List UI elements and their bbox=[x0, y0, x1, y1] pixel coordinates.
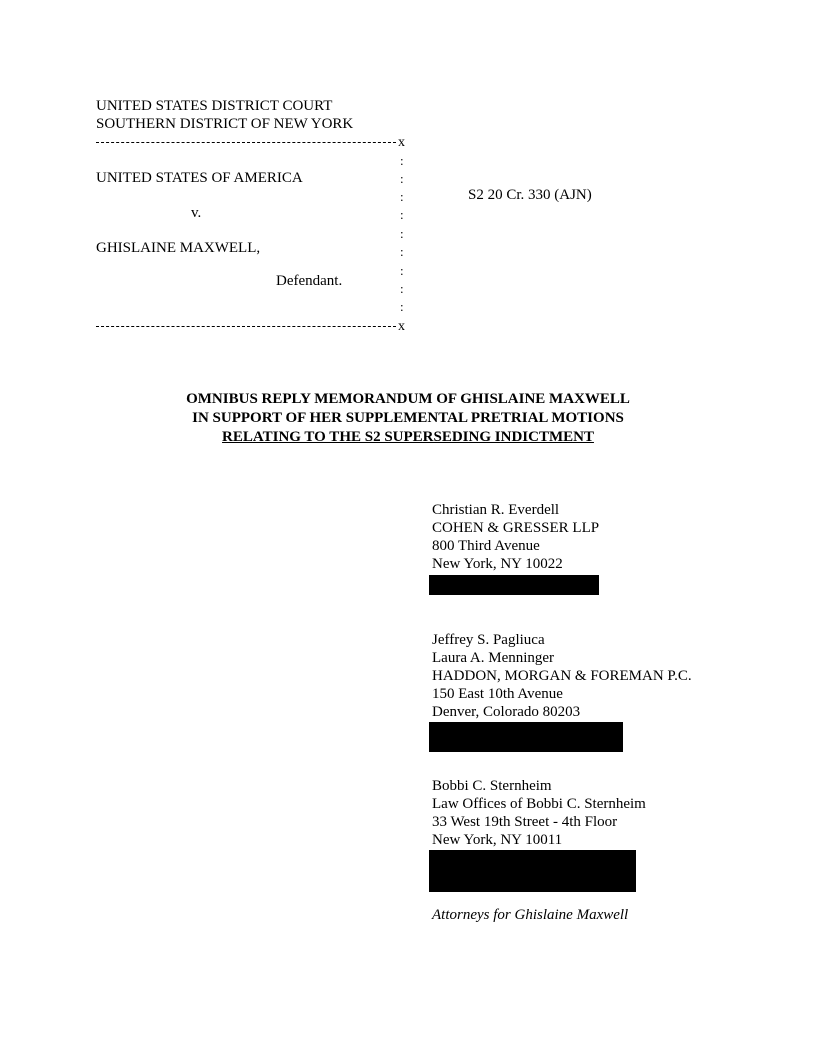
caption-colon: : bbox=[400, 299, 404, 314]
counsel-city-state-zip: New York, NY 10022 bbox=[432, 556, 563, 572]
counsel-attorney-name: Jeffrey S. Pagliuca bbox=[432, 632, 545, 648]
counsel-block-cohen-gresser bbox=[432, 501, 599, 573]
counsel-city-state-zip: New York, NY 10011 bbox=[432, 832, 563, 848]
counsel-street-address: 150 East 10th Avenue bbox=[432, 686, 563, 702]
counsel-firm-name: Law Offices of Bobbi C. Sternheim bbox=[432, 796, 646, 812]
document-title-line-3 bbox=[0, 428, 816, 446]
attorneys-for-line: Attorneys for Ghislaine Maxwell bbox=[432, 907, 629, 923]
counsel-block-haddon-morgan-foreman bbox=[432, 631, 692, 721]
counsel-attorney-name: Christian R. Everdell bbox=[432, 502, 560, 518]
document-title-line-1: OMNIBUS REPLY MEMORANDUM OF GHISLAINE MAXWELL bbox=[186, 391, 630, 407]
counsel-firm-name: HADDON, MORGAN & FOREMAN P.C. bbox=[432, 668, 692, 684]
plaintiff-name: UNITED STATES OF AMERICA bbox=[96, 170, 303, 186]
counsel-block-sternheim bbox=[432, 777, 646, 849]
caption-colon: : bbox=[400, 263, 404, 278]
counsel-firm-name: COHEN & GRESSER LLP bbox=[432, 520, 600, 536]
counsel-attorney-name: Laura A. Menninger bbox=[432, 650, 555, 666]
court-name: UNITED STATES DISTRICT COURT bbox=[96, 98, 333, 114]
redaction-box bbox=[429, 722, 623, 752]
case-number: S2 20 Cr. 330 (AJN) bbox=[468, 187, 592, 203]
redaction-box bbox=[429, 850, 636, 892]
caption-colon: : bbox=[400, 244, 404, 259]
defendant-role-label: Defendant. bbox=[276, 273, 343, 289]
caption-top-rule-end: x bbox=[398, 135, 405, 150]
counsel-street-address: 800 Third Avenue bbox=[432, 538, 540, 554]
counsel-street-address: 33 West 19th Street - 4th Floor bbox=[432, 814, 618, 830]
caption-colon: : bbox=[400, 189, 404, 204]
caption-bottom-rule bbox=[96, 326, 396, 327]
versus-label: v. bbox=[191, 205, 202, 221]
defendant-name: GHISLAINE MAXWELL, bbox=[96, 240, 261, 256]
document-title-line-3-text: RELATING TO THE S2 SUPERSEDING INDICTMENT bbox=[222, 429, 594, 445]
counsel-attorney-name: Bobbi C. Sternheim bbox=[432, 778, 552, 794]
caption-colon: : bbox=[400, 226, 404, 241]
court-district: SOUTHERN DISTRICT OF NEW YORK bbox=[96, 116, 354, 132]
counsel-city-state-zip: Denver, Colorado 80203 bbox=[432, 704, 581, 720]
redaction-box bbox=[429, 575, 599, 595]
document-title-line-2: IN SUPPORT OF HER SUPPLEMENTAL PRETRIAL MOTIONS bbox=[192, 410, 624, 426]
caption-colon: : bbox=[400, 207, 404, 222]
caption-colon: : bbox=[400, 281, 404, 296]
caption-top-rule bbox=[96, 142, 396, 143]
caption-colon: : bbox=[400, 171, 404, 186]
caption-colon: : bbox=[400, 153, 404, 168]
caption-bottom-rule-end: x bbox=[398, 319, 405, 334]
